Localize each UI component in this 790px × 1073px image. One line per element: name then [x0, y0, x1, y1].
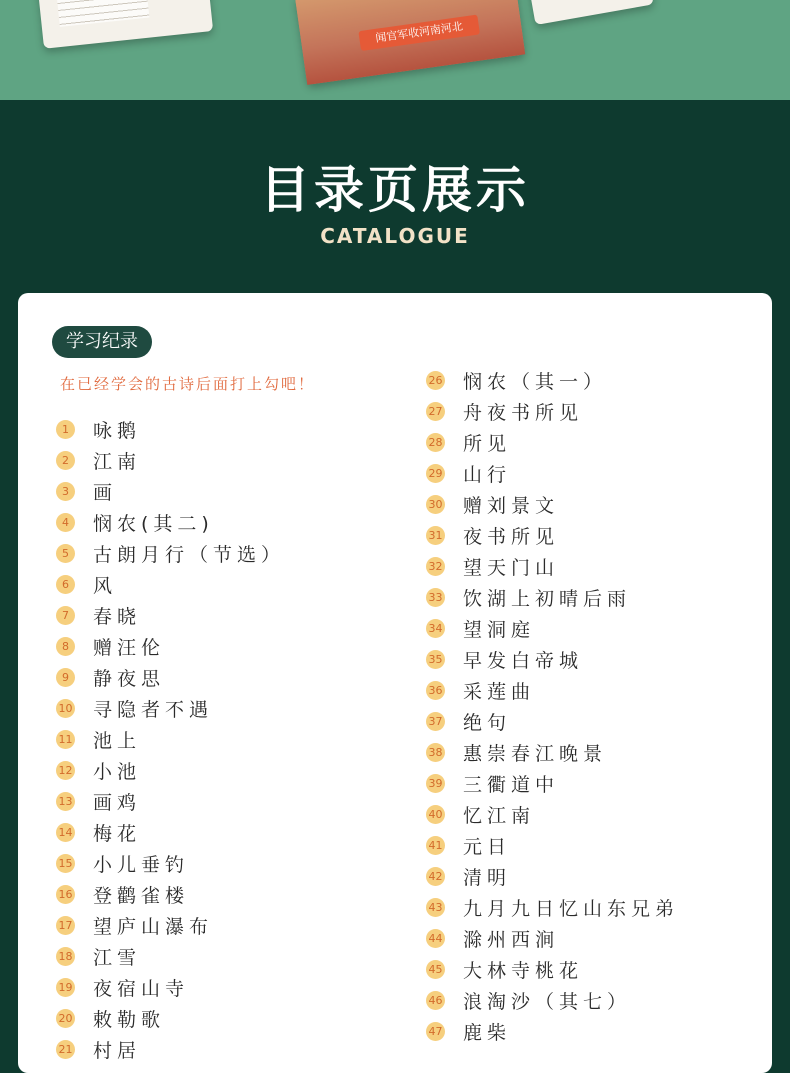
poem-title: 登鹳雀楼: [93, 885, 190, 907]
poem-list-item: [56, 941, 285, 972]
poem-list-item: [56, 414, 285, 445]
poem-list-item: [426, 954, 679, 985]
poem-number-badge: 9: [56, 668, 75, 687]
poem-list-item: [426, 427, 679, 458]
poem-title: 咏鹅: [93, 420, 142, 442]
poem-number-badge: 16: [56, 885, 75, 904]
poem-title: 小池: [93, 761, 142, 783]
poem-list-item: [426, 923, 679, 954]
poem-title: 悯农(其二): [93, 513, 214, 535]
poem-list-item: [426, 737, 679, 768]
poem-list-item: [56, 631, 285, 662]
top-banner: [0, 0, 790, 100]
poem-title: 望天门山: [463, 557, 560, 579]
book-banner-text: 闻官军收河南河北: [358, 15, 480, 52]
poem-list-item: [56, 1034, 285, 1065]
poem-title: 山行: [463, 464, 512, 486]
poem-number-badge: 36: [426, 681, 445, 700]
poem-title: 鹿柴: [463, 1022, 512, 1044]
poem-title: 春晓: [93, 606, 142, 628]
poem-number-badge: 5: [56, 544, 75, 563]
poem-list-item: [426, 582, 679, 613]
poem-title: 画鸡: [93, 792, 142, 814]
poem-number-badge: 47: [426, 1022, 445, 1041]
poem-number-badge: 20: [56, 1009, 75, 1028]
poem-title: 敕勒歌: [93, 1009, 166, 1031]
poem-title: 望洞庭: [463, 619, 536, 641]
poem-title: 夜书所见: [463, 526, 560, 548]
poem-list-item: [56, 972, 285, 1003]
poem-list-item: [426, 861, 679, 892]
poem-list-item: [56, 600, 285, 631]
poem-list-item: [426, 365, 679, 396]
poem-list-item: [426, 551, 679, 582]
poem-number-badge: 35: [426, 650, 445, 669]
poem-title: 静夜思: [93, 668, 166, 690]
poem-title: 赠刘景文: [463, 495, 560, 517]
poem-list-item: [56, 538, 285, 569]
poem-title: 惠崇春江晚景: [463, 743, 608, 765]
poem-title: 绝句: [463, 712, 512, 734]
poem-list-item: [426, 892, 679, 923]
poem-list-item: [56, 445, 285, 476]
poem-number-badge: 15: [56, 854, 75, 873]
poem-number-badge: 33: [426, 588, 445, 607]
poem-number-badge: 44: [426, 929, 445, 948]
poem-number-badge: 42: [426, 867, 445, 886]
poem-list-item: [56, 755, 285, 786]
hint-text: 在已经学会的古诗后面打上勾吧！: [60, 375, 316, 393]
catalogue-card: [18, 293, 772, 1073]
poem-list-item: [426, 396, 679, 427]
poem-title: 赠汪伦: [93, 637, 166, 659]
poem-list-item: [56, 817, 285, 848]
poem-list-item: [56, 910, 285, 941]
poem-title: 舟夜书所见: [463, 402, 584, 424]
poem-list-item: [56, 569, 285, 600]
page-title: 目录页展示: [260, 161, 530, 219]
poem-title: 忆江南: [463, 805, 536, 827]
poem-number-badge: 21: [56, 1040, 75, 1059]
poem-title: 古朗月行（节选）: [93, 544, 286, 566]
study-record-tag: 学习纪录: [52, 326, 152, 358]
poem-number-badge: 2: [56, 451, 75, 470]
poem-list-item: [56, 786, 285, 817]
poem-list-item: [56, 1003, 285, 1034]
poem-number-badge: 19: [56, 978, 75, 997]
poem-number-badge: 29: [426, 464, 445, 483]
poem-title: 三衢道中: [463, 774, 560, 796]
poem-title: 饮湖上初晴后雨: [463, 588, 632, 610]
poem-title: 风: [93, 575, 118, 597]
poem-list-item: [426, 458, 679, 489]
poem-list-item: [56, 724, 285, 755]
poem-title: 九月九日忆山东兄弟: [463, 898, 680, 920]
poem-list-item: [426, 985, 679, 1016]
poem-number-badge: 12: [56, 761, 75, 780]
poem-list-item: [426, 675, 679, 706]
poem-title: 滁州西涧: [463, 929, 560, 951]
poem-number-badge: 43: [426, 898, 445, 917]
poem-number-badge: 45: [426, 960, 445, 979]
poem-list-item: [426, 799, 679, 830]
poem-number-badge: 40: [426, 805, 445, 824]
poem-title: 村居: [93, 1040, 142, 1062]
poem-title: 画: [93, 482, 118, 504]
poem-number-badge: 31: [426, 526, 445, 545]
poem-number-badge: 13: [56, 792, 75, 811]
poem-number-badge: 6: [56, 575, 75, 594]
poem-list-item: [56, 848, 285, 879]
poem-number-badge: 3: [56, 482, 75, 501]
poem-list-item: [426, 1016, 679, 1047]
poem-list-item: [56, 693, 285, 724]
poem-number-badge: 27: [426, 402, 445, 421]
poem-number-badge: 28: [426, 433, 445, 452]
poem-title: 清明: [463, 867, 512, 889]
poem-list-item: [426, 830, 679, 861]
poem-list-item: [426, 644, 679, 675]
poem-title: 大林寺桃花: [463, 960, 584, 982]
poem-number-badge: 32: [426, 557, 445, 576]
poem-title: 小儿垂钓: [93, 854, 190, 876]
poem-number-badge: 17: [56, 916, 75, 935]
poem-list-item: [426, 768, 679, 799]
poem-list-right: [426, 365, 679, 1047]
page-subtitle: CATALOGUE: [320, 224, 470, 248]
poem-list-item: [56, 476, 285, 507]
poem-title: 早发白帝城: [463, 650, 584, 672]
poem-title: 悯农（其一）: [463, 371, 608, 393]
poem-title: 元日: [463, 836, 512, 858]
poem-title: 梅花: [93, 823, 142, 845]
poem-number-badge: 11: [56, 730, 75, 749]
poem-number-badge: 18: [56, 947, 75, 966]
poem-number-badge: 8: [56, 637, 75, 656]
poem-title: 江雪: [93, 947, 142, 969]
poem-number-badge: 34: [426, 619, 445, 638]
book-image-center: [295, 0, 525, 85]
poem-number-badge: 46: [426, 991, 445, 1010]
poem-list-item: [56, 507, 285, 538]
poem-title: 所见: [463, 433, 512, 455]
poem-list-item: [56, 879, 285, 910]
poem-number-badge: 38: [426, 743, 445, 762]
poem-title: 池上: [93, 730, 142, 752]
poem-number-badge: 10: [56, 699, 75, 718]
poem-title: 江南: [93, 451, 142, 473]
poem-number-badge: 30: [426, 495, 445, 514]
poem-number-badge: 26: [426, 371, 445, 390]
poem-title: 浪淘沙（其七）: [463, 991, 632, 1013]
poem-number-badge: 41: [426, 836, 445, 855]
poem-title: 寻隐者不遇: [93, 699, 214, 721]
poem-list-item: [56, 662, 285, 693]
poem-list-item: [426, 489, 679, 520]
book-image-right: [526, 0, 654, 25]
poem-list-item: [426, 613, 679, 644]
poem-list-left: [56, 414, 285, 1065]
poem-number-badge: 39: [426, 774, 445, 793]
poem-title: 望庐山瀑布: [93, 916, 214, 938]
poem-number-badge: 37: [426, 712, 445, 731]
poem-title: 夜宿山寺: [93, 978, 190, 1000]
book-image-left: [37, 0, 213, 49]
poem-title: 采莲曲: [463, 681, 536, 703]
book-text-lines: [57, 0, 150, 27]
poem-number-badge: 7: [56, 606, 75, 625]
poem-list-item: [426, 520, 679, 551]
section-header: [0, 100, 790, 293]
poem-number-badge: 14: [56, 823, 75, 842]
poem-number-badge: 4: [56, 513, 75, 532]
poem-number-badge: 1: [56, 420, 75, 439]
poem-list-item: [426, 706, 679, 737]
